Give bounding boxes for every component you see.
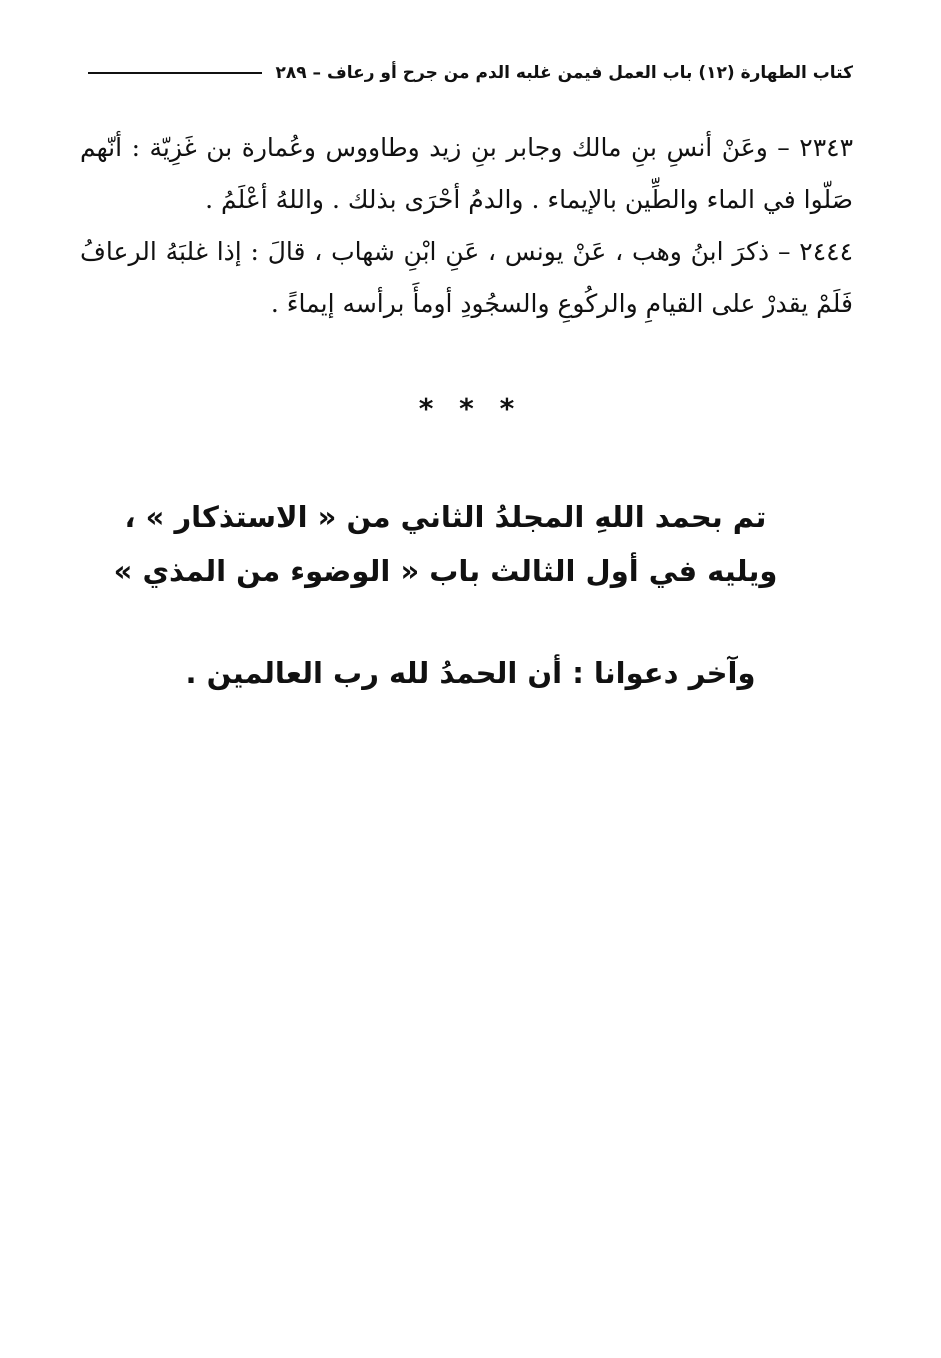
body-text — [80, 122, 853, 330]
closing-prayer: وآخر دعوانا : أن الحمدُ لله رب العالمين . — [185, 656, 756, 690]
section-separator: * * * — [418, 392, 523, 425]
paragraph-2444: ٢٤٤٤ – ذكرَ ابنُ وهب ، عَنْ يونس ، عَنِ ابْنِ شهاب ، قالَ : إذا غلبَهُ الرعافُ فَلَمْ يقدرْ على القيامِ والركُوعِ والسجُودِ أومأَ برأسه إيماءً . — [80, 237, 853, 318]
running-header — [88, 58, 853, 88]
paragraph-2343: ٢٣٤٣ – وعَنْ أنسِ بنِ مالك وجابر بنِ زيد وطاووس وعُمارة بن غَزِيّة : أنّهم صَلّوا في الماء والطِّين بالإيماء . والدمُ أحْرَى بذلك . واللهُ أعْلَمُ . — [80, 133, 853, 214]
header-title: كتاب الطهارة (١٢) باب العمل فيمن غلبه الدم من جرح أو رعاف – ٢٨٩ — [275, 63, 853, 83]
header-rule — [88, 72, 262, 74]
colophon: تم بحمد اللهِ المجلدُ الثاني من « الاستذكار » ، ويليه في أول الثالث باب « الوضوء من المذي » — [113, 500, 778, 588]
